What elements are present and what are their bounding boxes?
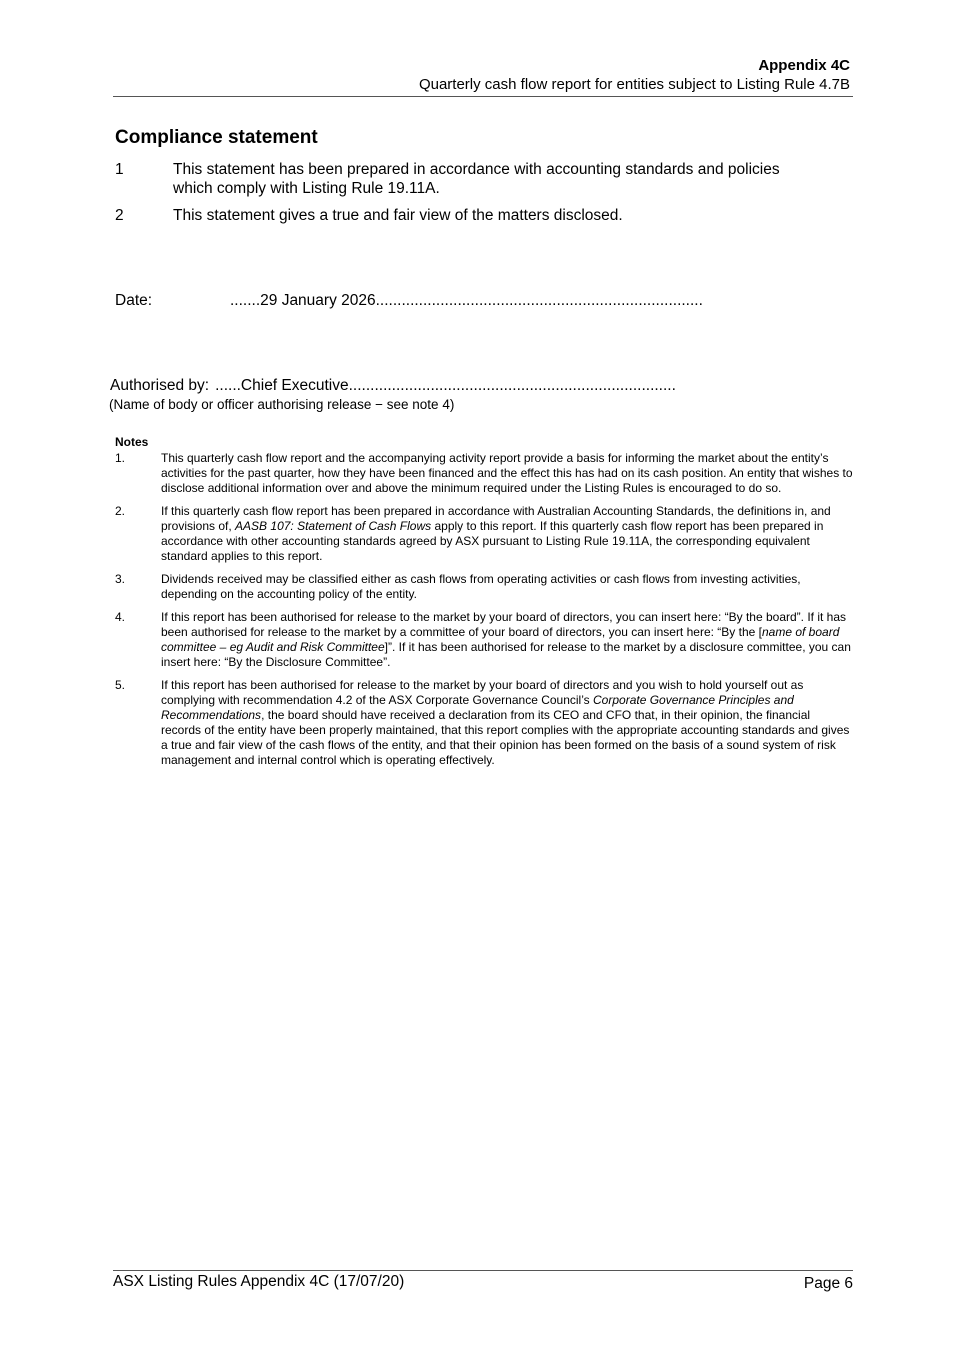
note-number: 1. [115,451,126,465]
note-text-italic: AASB 107: Statement of Cash Flows [235,519,432,533]
note-text-run: If this report has been authorised for release to the market by your board of directors and you wish to hold yourself out as complying with recommendation 4.2 of the ASX Corporate Governance Council’s [161,678,804,707]
statement-number: 1 [115,161,124,178]
note-number: 5. [115,678,126,692]
compliance-statement-heading: Compliance statement [115,127,318,148]
statement-text: This statement gives a true and fair view of the matters disclosed. [173,207,623,224]
notes-list [115,451,853,776]
appendix-title: Appendix 4C [758,57,850,74]
note-number: 2. [115,504,126,518]
note-item [115,610,853,670]
authorised-by-note: (Name of body or officer authorising release − see note 4) [109,397,455,412]
notes-heading: Notes [115,435,149,449]
authorised-by-label: Authorised by: [110,377,210,394]
date-label: Date: [115,292,153,309]
note-number: 4. [115,610,126,624]
appendix-subtitle: Quarterly cash flow report for entities subject to Listing Rule 4.7B [418,76,850,93]
note-number: 3. [115,572,126,586]
authorised-by-value: ......Chief Executive............................................................................ [215,377,676,394]
statement-number: 2 [115,207,124,224]
note-text-run: ]”. If it has been authorised for release to the market by a disclosure committee, you can insert here: “By the Disclosure Committee”. [161,640,851,669]
compliance-statement-item [115,160,815,200]
note-text [161,451,853,496]
note-text-italic: name of board committee – eg Audit and Risk Committee [161,625,840,654]
statement-text: This statement has been prepared in accordance with accounting standards and policies which comply with Listing Rule 19.11A. [173,161,780,197]
compliance-statement-item [115,206,815,226]
footer-divider [113,1270,853,1271]
note-item [115,451,853,496]
footer-document-reference: ASX Listing Rules Appendix 4C (17/07/20) [113,1273,405,1290]
note-text-run: If this report has been authorised for release to the market by your board of directors, you can insert here: “By the board”. If it has been authorised for release to the market by a committee of your board of directors, you can insert here: “By the [ [161,610,847,639]
note-text-run: , the board should have received a declaration from its CEO and CFO that, in their opinion, the financial records of the entity have been properly maintained, that this report complies with the appropriate accounting standards and gives a true and fair view of the cash flows of the entity, and that their opinion has been formed on the basis of a sound system of risk management and internal control which is operating effectively. [161,708,850,767]
note-item [115,572,853,602]
note-text [161,610,853,670]
authorised-by-row [110,377,850,397]
date-value: .......29 January 2026............................................................................ [230,292,703,309]
header-divider [113,96,853,97]
page-number: Page 6 [803,1275,853,1292]
note-text [161,572,853,602]
note-text-italic: Corporate Governance Principles and Recommendations [161,693,794,722]
note-text-run: apply to this report. If this quarterly cash flow report has been prepared in accordance with other accounting standards agreed by ASX pursuant to Listing Rule 19.11A, the corresponding equivalent standard applies to this report. [161,519,824,563]
date-row [115,292,855,312]
note-text-run: If this quarterly cash flow report has been prepared in accordance with Australian Accounting Standards, the definitions in, and provisions of, [161,504,831,533]
note-text-run: Dividends received may be classified either as cash flows from operating activities or cash flows from investing activities, depending on the accounting policy of the entity. [161,572,801,601]
note-text-run: This quarterly cash flow report and the accompanying activity report provide a basis for informing the market about the entity’s activities for the past quarter, how they have been financed and the effect this has had on its cash position. An entity that wishes to disclose additional information over and above the minimum required under the Listing Rules is encouraged to do so. [161,451,853,495]
note-text [161,504,853,564]
note-text [161,678,853,768]
note-item [115,504,853,564]
note-item [115,678,853,768]
